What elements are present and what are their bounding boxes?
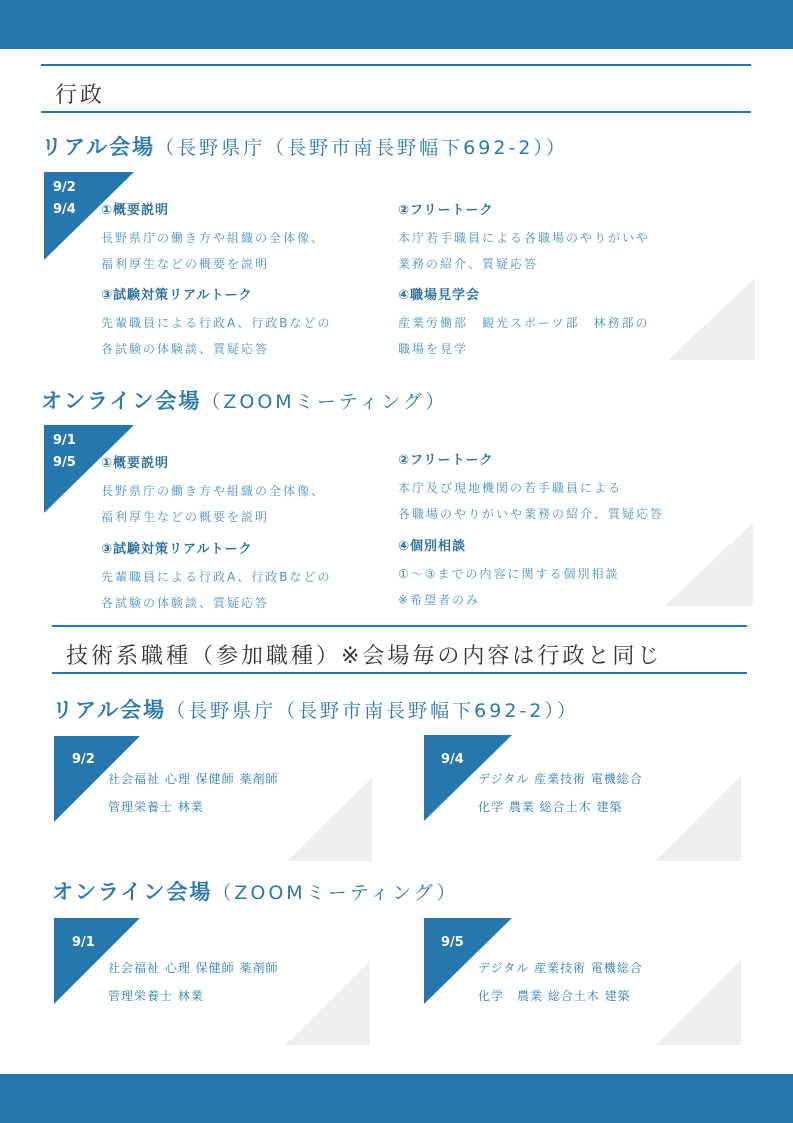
program-line: 先輩職員による行政A、行政Bなどの — [101, 316, 332, 330]
program-heading: ③試験対策リアルトーク — [101, 542, 253, 557]
job-line: 化学 農業 総合土木 建築 — [478, 989, 631, 1003]
program-item — [101, 288, 331, 362]
job-line: デジタル 産業技術 電機総合 — [478, 772, 643, 786]
job-list — [108, 954, 278, 1010]
section-rule-top — [52, 625, 747, 627]
date: 9/4 — [441, 752, 464, 767]
job-line: デジタル 産業技術 電機総合 — [478, 961, 643, 975]
date-list — [53, 430, 76, 474]
footer-band — [0, 1074, 793, 1123]
job-line: 社会福祉 心理 保健師 薬剤師 — [108, 772, 279, 786]
corner-decoration — [287, 778, 372, 861]
venue-heading-online — [52, 876, 458, 906]
venue-place: （ZOOMミーティング） — [212, 882, 459, 904]
venue-heading-online — [41, 385, 447, 415]
date: 9/4 — [53, 202, 76, 217]
program-line: 産業労働部 観光スポーツ部 林務部の — [398, 316, 650, 330]
date: 9/2 — [53, 180, 76, 195]
program-line: 福利厚生などの概要を説明 — [101, 510, 270, 524]
program-line: 福利厚生などの概要を説明 — [101, 257, 270, 271]
section-rule-bottom — [52, 672, 747, 674]
venue-name: リアル会場 — [52, 698, 167, 722]
job-line: 管理栄養士 林業 — [108, 989, 204, 1003]
venue-place: （ZOOMミーティング） — [201, 391, 448, 413]
program-item — [101, 456, 325, 530]
job-list — [478, 765, 643, 821]
program-item — [101, 542, 331, 616]
program-heading: ④個別相談 — [398, 539, 467, 554]
program-line: 長野県庁の働き方や組織の全体像、 — [101, 231, 326, 245]
program-heading: ①概要説明 — [101, 456, 170, 471]
program-line: ※希望者のみ — [398, 593, 481, 607]
job-list — [108, 765, 278, 821]
program-heading: ②フリートーク — [398, 203, 494, 218]
program-line: 各試験の体験談、質疑応答 — [101, 342, 270, 356]
program-heading: ①概要説明 — [101, 203, 170, 218]
corner-decoration — [655, 776, 741, 861]
venue-name: オンライン会場 — [41, 389, 202, 413]
date-list — [53, 177, 76, 221]
program-line: 業務の紹介、質疑応答 — [398, 257, 539, 271]
program-line: 各試験の体験談、質疑応答 — [101, 596, 270, 610]
corner-decoration — [668, 278, 755, 360]
date: 9/1 — [53, 433, 76, 448]
section-rule-top — [41, 64, 751, 66]
header-band — [0, 0, 793, 49]
program-heading: ②フリートーク — [398, 453, 494, 468]
date: 9/5 — [53, 455, 76, 470]
venue-heading-real — [41, 131, 568, 161]
program-line: 職場を見学 — [398, 342, 469, 356]
venue-heading-real — [52, 694, 579, 724]
section-title-tech: 技術系職種（参加職種）※会場毎の内容は行政と同じ — [66, 644, 663, 669]
job-line: 社会福祉 心理 保健師 薬剤師 — [108, 961, 279, 975]
program-item — [398, 539, 620, 613]
program-item — [398, 288, 650, 362]
program-item — [398, 203, 650, 277]
program-line: 各職場のやりがいや業務の紹介、質疑応答 — [398, 507, 665, 521]
venue-place: （長野県庁（長野市南長野幅下692-2）） — [166, 700, 579, 722]
program-line: ①～③までの内容に関する個別相談 — [398, 567, 620, 581]
job-line: 管理栄養士 林業 — [108, 800, 204, 814]
venue-name: オンライン会場 — [52, 880, 213, 904]
program-line: 本庁若手職員による各職場のやりがいや — [398, 231, 651, 245]
section-title-admin: 行政 — [55, 83, 106, 108]
program-heading: ③試験対策リアルトーク — [101, 288, 253, 303]
corner-decoration — [656, 960, 741, 1045]
program-line: 長野県庁の働き方や組織の全体像、 — [101, 484, 326, 498]
program-heading: ④職場見学会 — [398, 288, 481, 303]
corner-decoration — [665, 522, 753, 606]
section-rule-bottom — [41, 111, 751, 113]
venue-name: リアル会場 — [41, 135, 156, 159]
program-item — [398, 453, 664, 527]
program-item — [101, 203, 325, 277]
job-list — [478, 954, 643, 1010]
venue-place: （長野県庁（長野市南長野幅下692-2）） — [155, 137, 568, 159]
program-line: 先輩職員による行政A、行政Bなどの — [101, 570, 332, 584]
date: 9/5 — [441, 935, 464, 950]
date: 9/2 — [72, 752, 95, 767]
corner-decoration — [285, 960, 370, 1045]
job-line: 化学 農業 総合土木 建築 — [478, 800, 623, 814]
program-line: 本庁及び現地機関の若手職員による — [398, 481, 623, 495]
date: 9/1 — [72, 935, 95, 950]
